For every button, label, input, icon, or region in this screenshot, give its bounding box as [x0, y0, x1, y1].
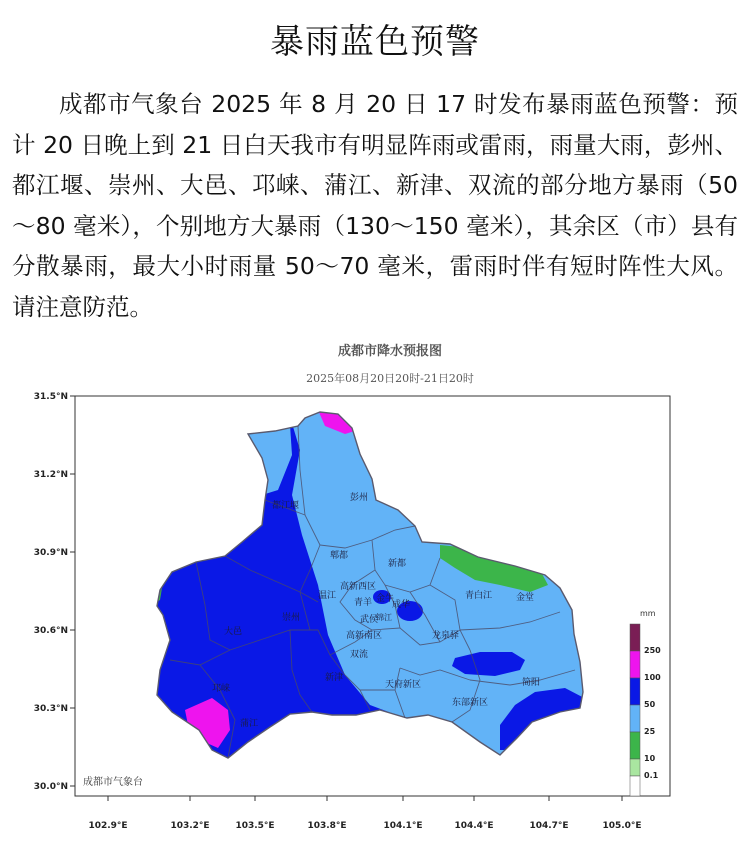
district-label-qingbaijiang: 青白江 [465, 591, 493, 601]
lat-tick-6: 30.0°N [33, 782, 68, 792]
map-issuer-label: 成都市气象台 [83, 777, 143, 788]
district-label-chenghua: 成华 [392, 600, 411, 610]
district-label-gaoxinnan: 高新南区 [346, 631, 383, 641]
district-label-jintang: 金堂 [516, 593, 535, 603]
legend-label-50: 50 [644, 700, 656, 709]
lon-tick-7: 104.7°E [529, 821, 569, 831]
district-label-pixian: 郫都 [330, 551, 349, 561]
lon-tick-4: 103.8°E [307, 821, 347, 831]
district-label-dayi: 大邑 [224, 627, 243, 637]
map-title: 成都市降水预报图 [337, 344, 443, 359]
legend-label-0.1: 0.1 [644, 771, 659, 780]
legend-label-100: 100 [644, 673, 661, 682]
district-label-wenjiang: 温江 [318, 591, 337, 601]
lon-tick-1: 102.9°E [88, 821, 128, 831]
district-label-jianyang: 简阳 [522, 678, 541, 688]
lon-tick-6: 104.4°E [454, 821, 494, 831]
lon-tick-5: 104.1°E [383, 821, 423, 831]
district-label-wuhou: 武侯 [360, 615, 379, 625]
district-label-pujiang: 蒲江 [240, 719, 259, 729]
legend-swatch-100 [630, 651, 640, 678]
district-label-xinjin: 新津 [325, 673, 344, 683]
district-label-jinniu: 金牛 [376, 594, 395, 604]
legend-swatch-0.1 [630, 759, 640, 776]
district-label-tianfu: 天府新区 [385, 680, 422, 690]
district-label-qingyang: 青羊 [354, 598, 373, 608]
district-label-shuangliu: 双流 [350, 650, 369, 660]
warning-notice-text: 成都市气象台 2025 年 8 月 20 日 17 时发布暴雨蓝色预警：预计 20 日晚上到 21 日白天我市有明显阵雨或雷雨，雨量大雨，彭州、都江堰、崇州、大邑、邛崃、蒲江、新津、双流的部分地方暴雨（50～80 毫米），个别地方大暴雨（130～150 毫米），其余区（市）县有分散暴雨，最大小时雨量 50～70 毫米，雷雨时伴有短时阵性大风。请注意防范。 [12, 90, 738, 321]
precipitation-forecast-map [0, 330, 750, 853]
lon-tick-3: 103.5°E [235, 821, 275, 831]
district-label-gaoxinxi: 高新西区 [340, 582, 377, 592]
district-label-dujiangyan: 都江堰 [272, 501, 300, 511]
lat-tick-2: 31.2°N [33, 470, 68, 480]
district-label-jinjiang: 锦江 [376, 613, 392, 622]
legend-swatch-10 [630, 732, 640, 759]
lon-tick-8: 105.0°E [602, 821, 642, 831]
legend-swatch-250 [630, 624, 640, 651]
lat-tick-4: 30.6°N [33, 626, 68, 636]
legend-swatch-50 [630, 678, 640, 705]
district-label-dongbu: 东部新区 [452, 698, 489, 708]
lon-tick-2: 103.2°E [170, 821, 210, 831]
legend-swatch-0 [630, 776, 640, 796]
district-label-longquanyi: 龙泉驿 [432, 631, 460, 641]
lat-tick-3: 30.9°N [33, 548, 68, 558]
map-subtitle: 2025年08月20日20时-21日20时 [306, 372, 474, 385]
legend-unit: mm [640, 609, 656, 618]
district-label-pengzhou: 彭州 [350, 493, 369, 503]
legend-label-25: 25 [644, 727, 656, 736]
legend-label-250: 250 [644, 646, 661, 655]
lat-tick-5: 30.3°N [33, 704, 68, 714]
legend-swatch-25 [630, 705, 640, 732]
legend-label-10: 10 [644, 754, 656, 763]
district-label-chongzhou: 崇州 [282, 613, 301, 623]
district-label-qionglai: 邛崃 [212, 684, 231, 694]
district-label-xindu: 新都 [388, 559, 407, 569]
page-title: 暴雨蓝色预警 [270, 22, 480, 62]
lat-tick-1: 31.5°N [33, 392, 68, 402]
